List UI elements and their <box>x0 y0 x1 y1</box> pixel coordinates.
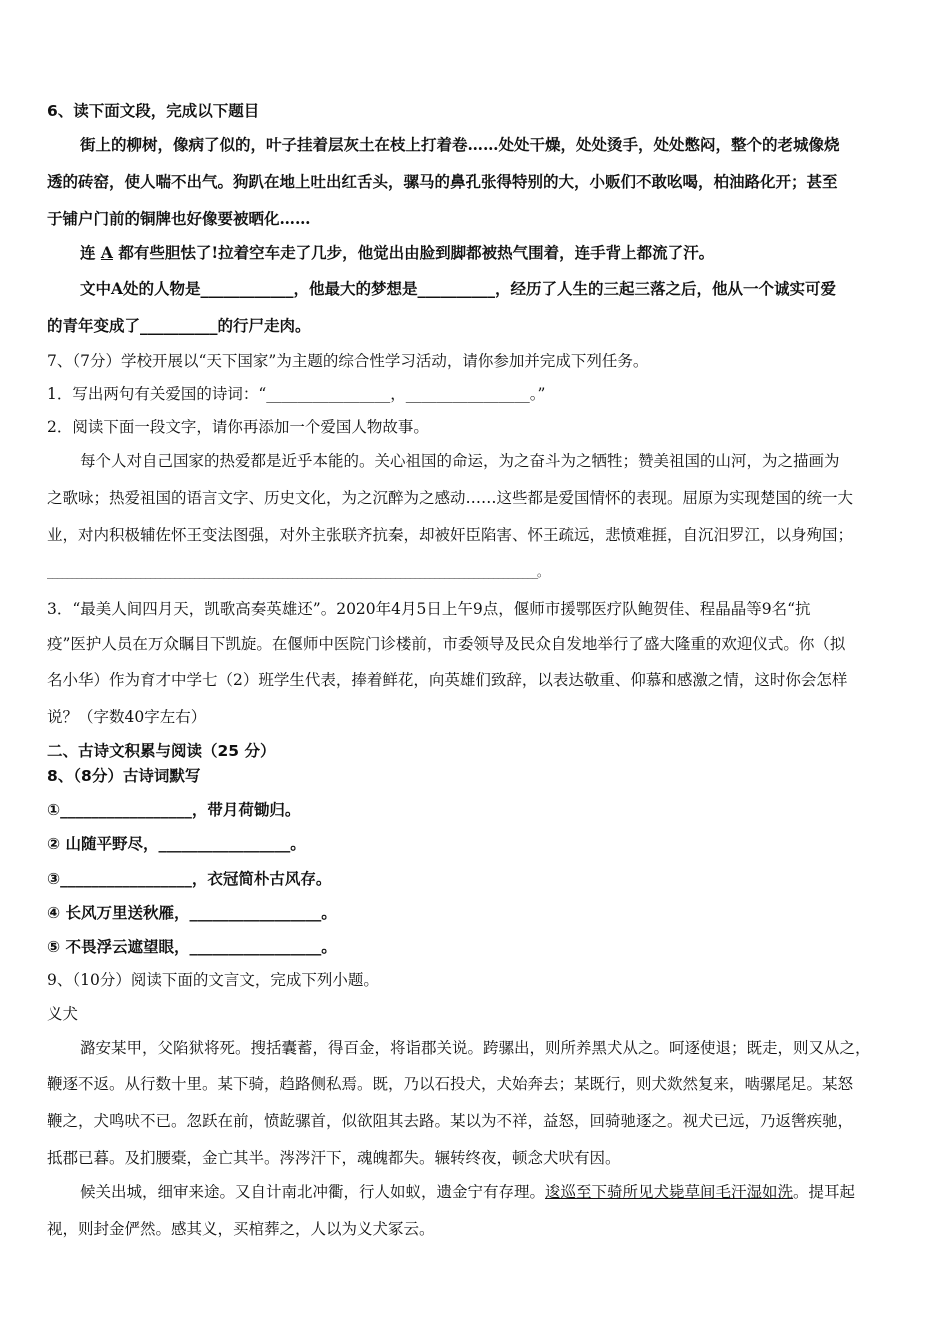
q9-passage-paragraph-2-line-1 <box>80 1181 855 1203</box>
q7-passage-line-2: 之歌咏；热爱祖国的语言文字、历史文化，为之沉醉为之感动……这些都是爱国情怀的表现。屈原为实现楚国的统一大 <box>47 489 854 507</box>
q8-item-2: ② 山随平野尽，_________________。 <box>47 835 306 853</box>
q6-p2-post: 都有些胆怯了!拉着空车走了几步，他觉出由脸到脚都被热气围着，连手背上都流了汗。 <box>118 243 715 262</box>
q6-marker-a: A <box>100 243 113 262</box>
q9-p2-post: 。提耳起 <box>793 1183 856 1201</box>
q7-passage-line-3: 业，对内积极辅佐怀王变法图强，对外主张联齐抗秦，却被奸臣陷害、怀王疏远，悲愤难捱，自沉汨罗江，以身殉国； <box>47 526 854 544</box>
q9-passage-paragraph-2-line-2: 视，则封金俨然。感其义，买棺葬之，人以为义犬冢云。 <box>47 1220 435 1238</box>
q6-question-line-1: 文中A处的人物是____________，他最大的梦想是__________，经历了人生的三起三落之后，他从一个诚实可爱 <box>80 279 837 298</box>
section-2-heading: 二、古诗文积累与阅读（25 分） <box>47 742 276 760</box>
q9-underlined-sentence: 逡巡至下骑所见犬毙草间毛汗湿如洗 <box>545 1183 794 1201</box>
q9-passage-line-4: 抵郡已暮。及扪腰橐，金亡其半。涔涔汗下，魂魄都失。辗转终夜，顿念犬吠有因。 <box>47 1149 621 1167</box>
q7-task-3-line-3: 名小华）作为育才中学七（2）班学生代表，捧着鲜花，向英雄们致辞，以表达敬重、仰慕和感激之情，这时你会怎样 <box>47 671 848 689</box>
q9-passage-line-3: 鞭之，犬鸣吠不已。忽跃在前，愤龁骡首，似欲阻其去路。某以为不祥，益怒，回骑驰逐之。视犬已远，乃返辔疾驰， <box>47 1112 854 1130</box>
q6-passage-paragraph-2 <box>80 242 714 264</box>
q6-passage-line-2: 透的砖窑，使人喘不出气。狗趴在地上吐出红舌头，骡马的鼻孔张得特别的大，小贩们不敢吆喝，柏油路化开；甚至 <box>47 172 838 191</box>
q7-passage-line-1: 每个人对自己国家的热爱都是近乎本能的。关心祖国的命运，为之奋斗为之牺牲；赞美祖国的山河，为之描画为 <box>80 452 840 470</box>
q7-task-3-line-1: 3．“最美人间四月天，凯歌高奏英雄还”。2020年4月5日上午9点，偃师市援鄂医疗队鲍贺佳、程晶晶等9名“抗 <box>47 600 811 618</box>
q7-task-2: 2．阅读下面一段文字，请你再添加一个爱国人物故事。 <box>47 418 429 436</box>
q9-subtitle: 义犬 <box>47 1005 79 1023</box>
q9-passage-line-1: 潞安某甲，父陷狱将死。搜括囊蓄，得百金，将诣郡关说。跨骡出，则所养黑犬从之。呵逐使退；既走，则又从之， <box>80 1039 871 1057</box>
q7-answer-blank: ____________________________________________________________________________________________________。 <box>47 565 548 579</box>
q6-passage-line-3: 于铺户门前的铜牌也好像要被晒化…… <box>47 209 311 228</box>
q7-title: 7、（7分）学校开展以“天下国家”为主题的综合性学习活动，请你参加并完成下列任务。 <box>47 352 649 370</box>
q6-title: 6、读下面文段，完成以下题目 <box>47 102 260 120</box>
q9-p2-pre: 候关出城，细审来途。又自计南北冲衢，行人如蚁，遗金宁有存理。 <box>80 1183 546 1201</box>
q8-item-3: ③_________________，衣冠简朴古风存。 <box>47 870 332 888</box>
q8-item-1: ①_________________，带月荷锄归。 <box>47 801 301 819</box>
q9-title: 9、（10分）阅读下面的文言文，完成下列小题。 <box>47 971 379 989</box>
q7-task-3-line-2: 疫”医护人员在万众瞩目下凯旋。在偃师中医院门诊楼前，市委领导及民众自发地举行了盛大隆重的欢迎仪式。你（拟 <box>47 635 846 653</box>
q6-passage-line-1: 街上的柳树，像病了似的，叶子挂着层灰土在枝上打着卷……处处干燥，处处烫手，处处憋闷，整个的老城像烧 <box>80 135 840 154</box>
q9-passage-line-2: 鞭逐不返。从行数十里。某下骑，趋路侧私焉。既，乃以石投犬，犬始奔去；某既行，则犬欻然复来，啮骡尾足。某怒 <box>47 1075 854 1093</box>
q8-item-5: ⑤ 不畏浮云遮望眼，_________________。 <box>47 938 337 956</box>
q8-item-4: ④ 长风万里送秋雁，_________________。 <box>47 904 337 922</box>
q6-p2-pre: 连 <box>80 243 96 262</box>
q8-title: 8、（8分）古诗词默写 <box>47 767 201 785</box>
q7-task-3-line-4: 说？（字数40字左右） <box>47 708 207 726</box>
q6-question-line-2: 的青年变成了__________的行尸走肉。 <box>47 316 311 335</box>
q7-task-1: 1．写出两句有关爱国的诗词：“________________，________________。” <box>47 385 546 403</box>
